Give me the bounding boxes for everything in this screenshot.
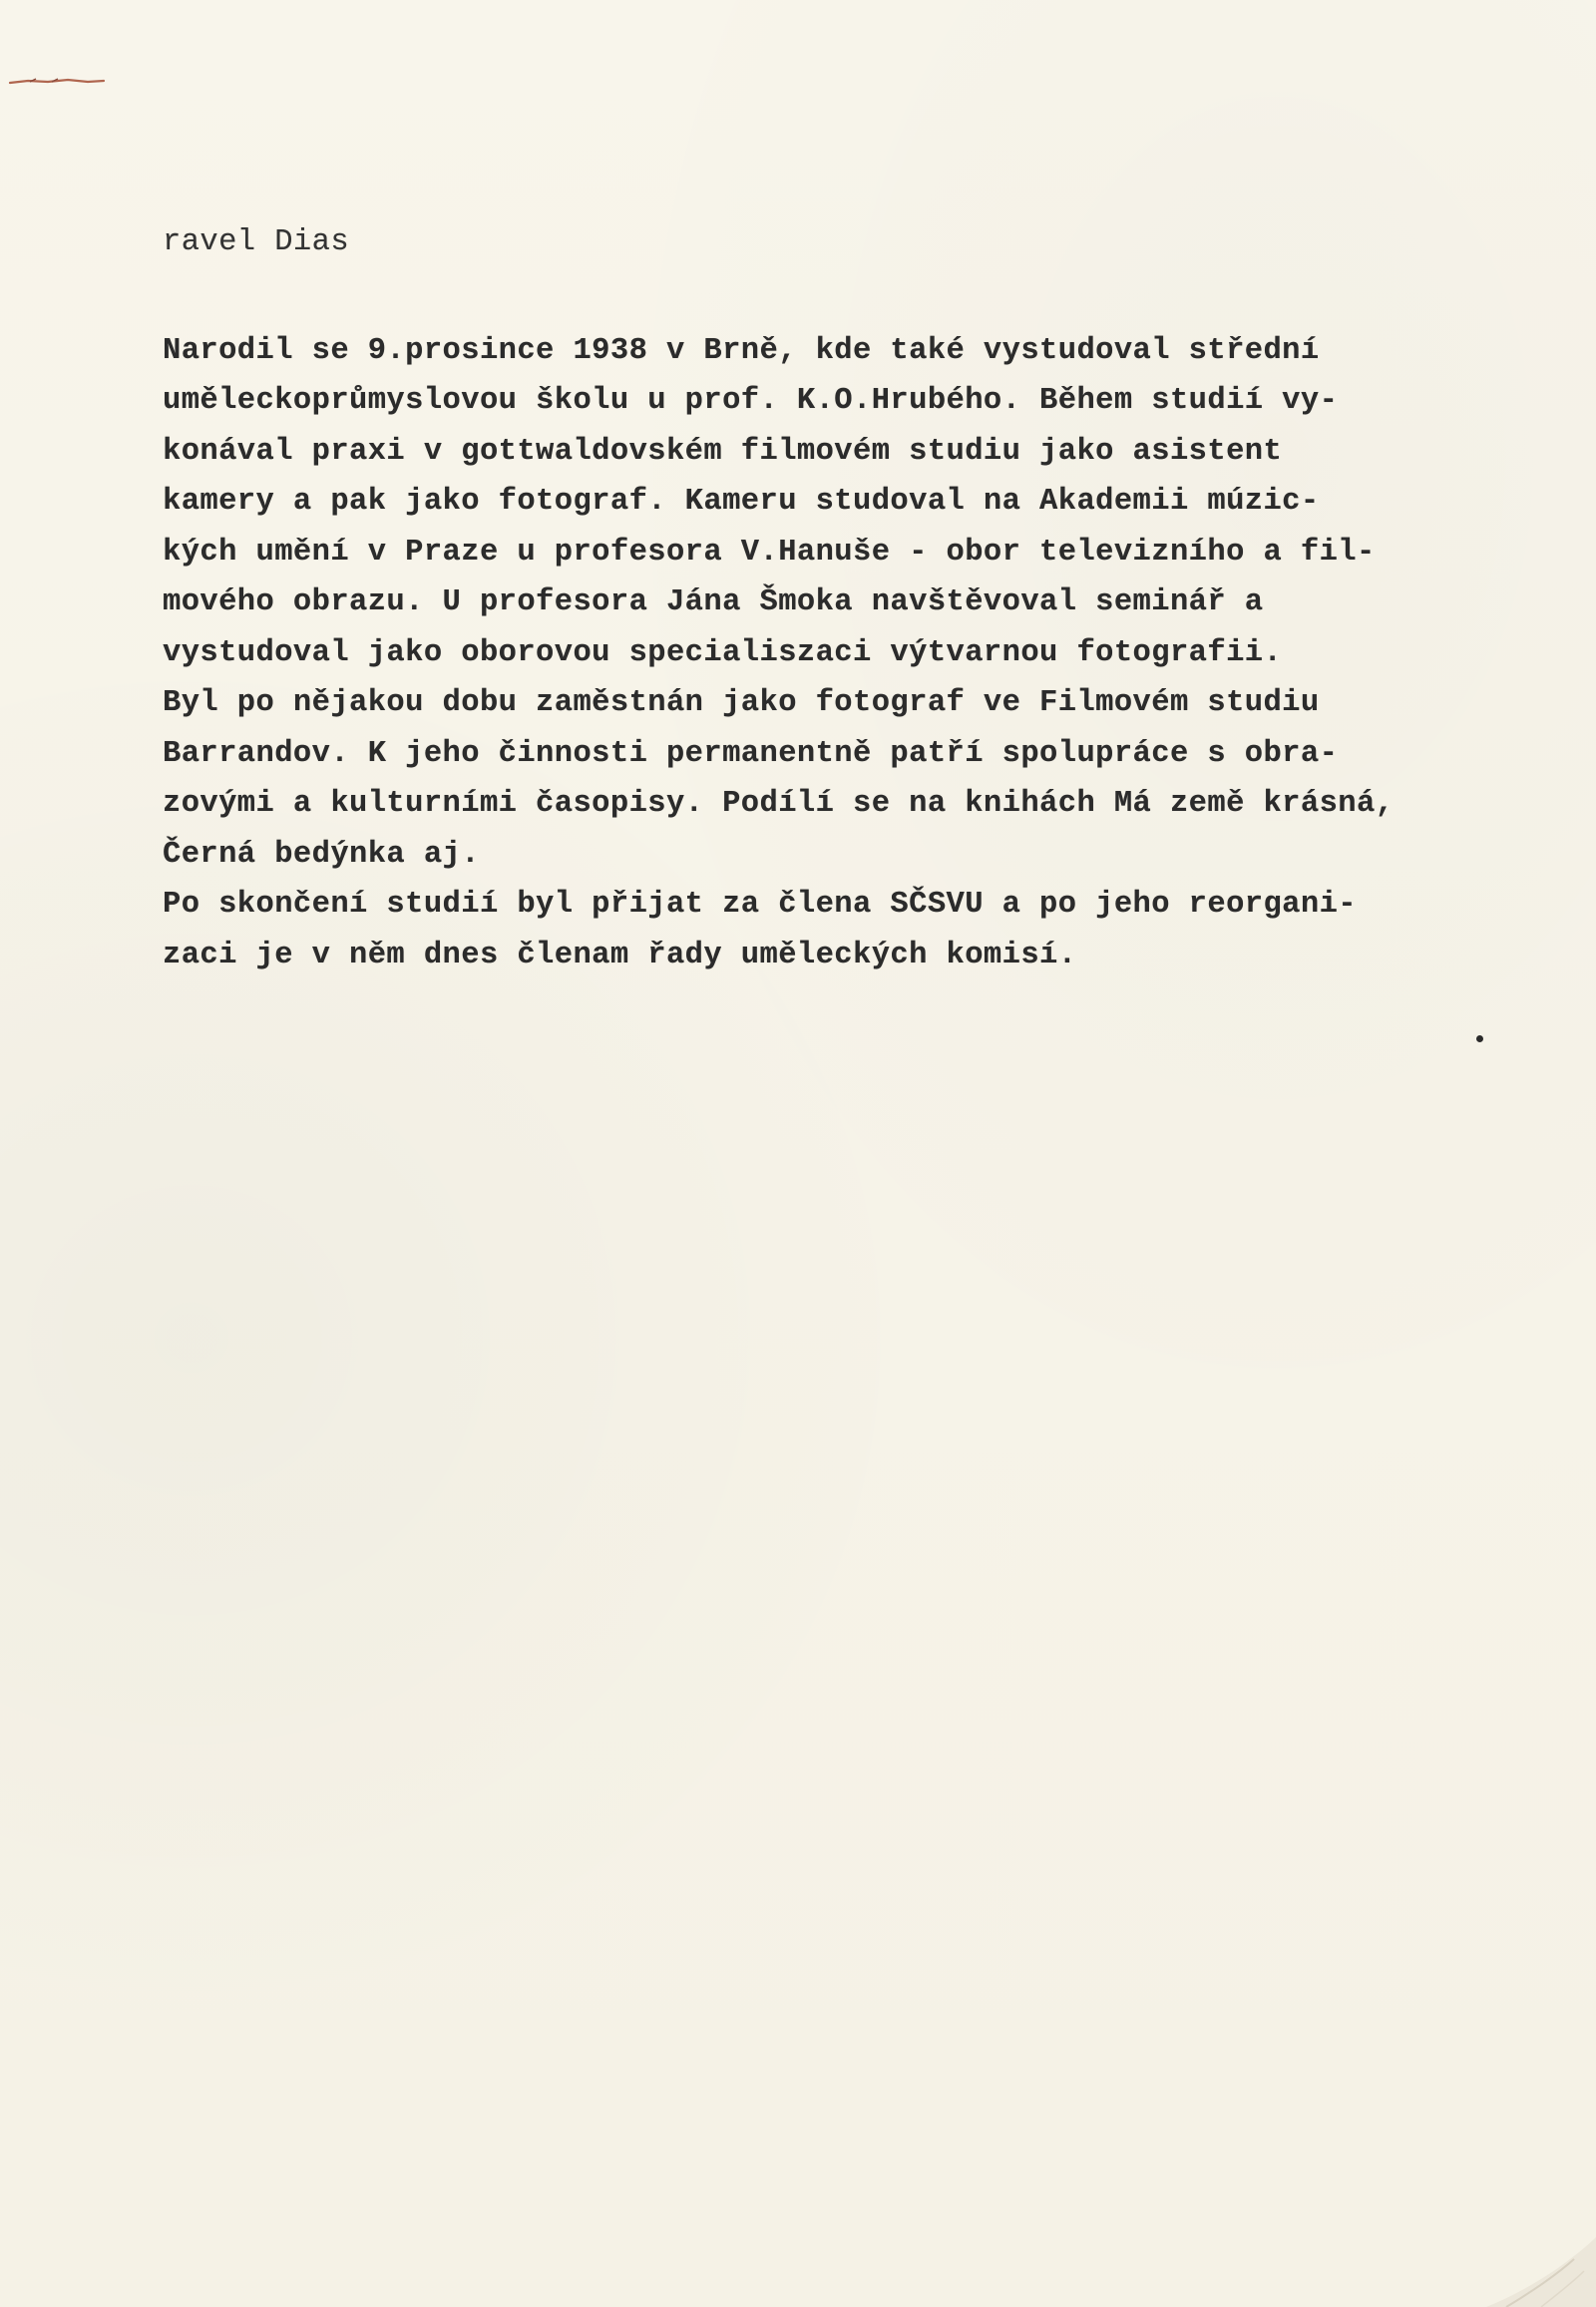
- biography-paragraph: [163, 326, 1559, 981]
- text-line: zaci je v něm dnes členam řady uměleckých komisí.: [163, 938, 1077, 972]
- text-line: mového obrazu. U profesora Jána Šmoka navštěvoval seminář a: [163, 585, 1264, 619]
- folded-corner: [1486, 2237, 1596, 2307]
- text-line: kých umění v Praze u profesora V.Hanuše - obor televizního a fil-: [163, 535, 1376, 570]
- text-line: Byl po nějakou dobu zaměstnán jako fotograf ve Filmovém studiu: [163, 686, 1320, 720]
- ink-speck: [1476, 1035, 1483, 1042]
- name-heading: ravel Dias: [163, 225, 350, 259]
- text-line: Narodil se 9.prosince 1938 v Brně, kde také vystudoval střední: [163, 333, 1320, 368]
- typed-biography: [163, 217, 1559, 980]
- text-line: Po skončení studií byl přijat za člena SČSVU a po jeho reorgani-: [163, 888, 1357, 922]
- text-line: vystudoval jako oborovou specialiszaci výtvarnou fotografii.: [163, 635, 1283, 670]
- text-line: konával praxi v gottwaldovském filmovém studiu jako asistent: [163, 434, 1283, 469]
- text-line: uměleckoprůmyslovou školu u prof. K.O.Hrubého. Během studií vy-: [163, 384, 1339, 418]
- text-line: zovými a kulturními časopisy. Podílí se na knihách Má země krásná,: [163, 787, 1395, 821]
- staple-mark: [8, 76, 108, 88]
- text-line: kamery a pak jako fotograf. Kameru studoval na Akademii múzic-: [163, 485, 1320, 519]
- text-line: Černá bedýnka aj.: [163, 837, 480, 872]
- text-line: Barrandov. K jeho činnosti permanentně patří spolupráce s obra-: [163, 736, 1339, 771]
